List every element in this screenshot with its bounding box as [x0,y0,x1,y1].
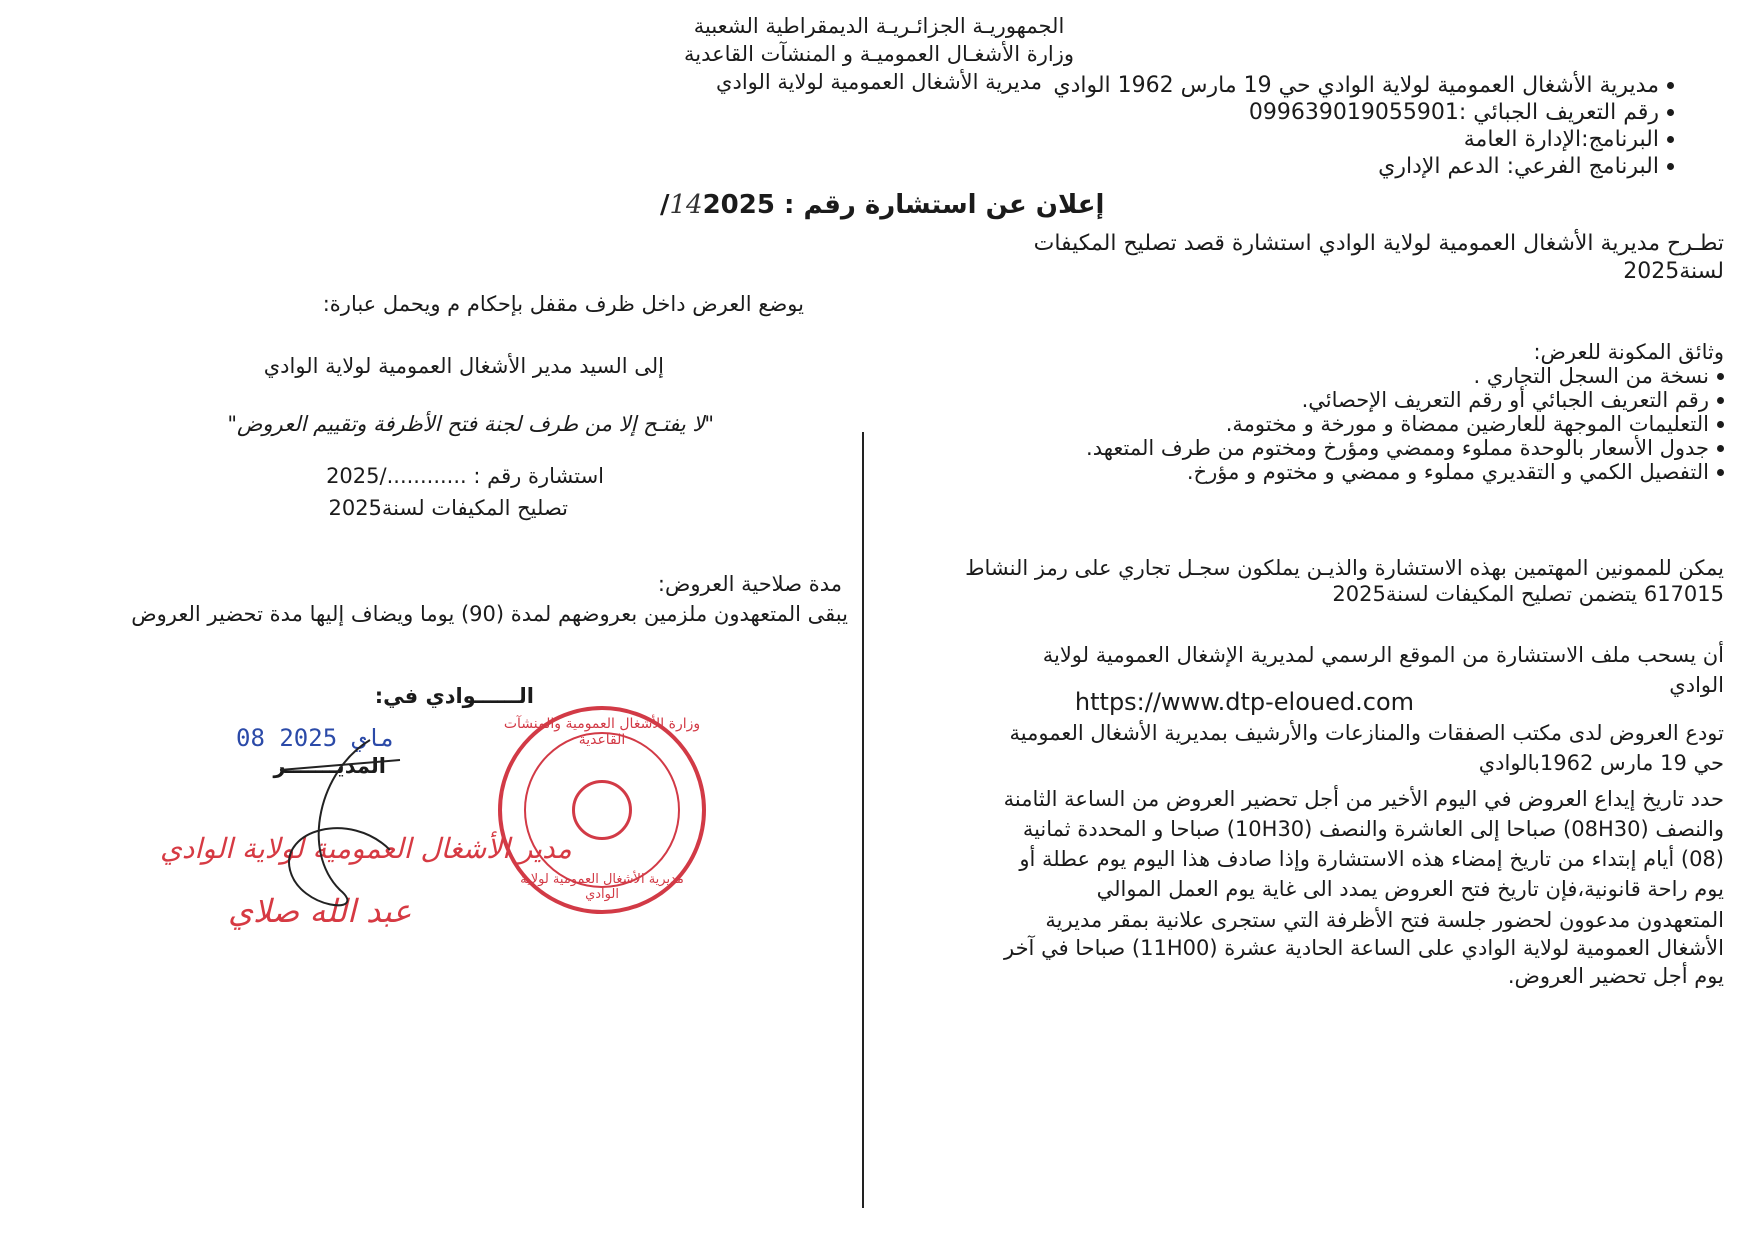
director-role: المديـــــــر [273,754,386,778]
title-year: 2025/ [660,190,775,220]
envelope-instructions: يوضع العرض داخل ظرف مقفل بإحكام م ويحمل عبارة: [322,292,804,316]
announcement-title [660,190,1104,220]
info-subprogram: البرنامج الفرعي: الدعم الإداري [674,153,1674,180]
handwritten-signature [260,730,420,920]
bullet-icon [1667,163,1674,170]
list-item: التعليمات الموجهة للعارضين ممضاة و مورخة و مختومة. [964,412,1724,436]
envelope-addressee: إلى السيد مدير الأشغال العمومية لولاية الوادي [263,354,664,378]
official-seal: وزارة الأشغال العمومية والمنشآت القاعدية مديرية الأشغال العمومية لولاية الوادي [498,706,706,914]
suppliers-paragraph: يمكن للممونين المهتمين بهذه الاستشارة والذيـن يملكون سجـل تجاري على رمز النشاط 617015 يتضمن تصليح المكيفات لسنة2025 [965,556,1724,606]
documents-heading: وثائق المكونة للعرض: [1533,340,1724,364]
bullet-icon [1717,397,1724,404]
website-link[interactable]: https://www.dtp-eloued.com [1074,688,1414,716]
title-handwritten-number: 14 [669,190,703,220]
bullet-icon [1717,469,1724,476]
directorate-name: مديرية الأشغال العمومية لولاية الوادي [716,70,1042,94]
bullet-icon [1667,82,1674,89]
list-item: جدول الأسعار بالوحدة مملوء وممضي ومؤرخ ومختوم من طرف المتعهد. [964,436,1724,460]
ministry-name: وزارة الأشغـال العموميـة و المنشآت القاعدية [684,42,1074,66]
signature-place: الــــــوادي في: [374,684,534,708]
bullet-icon [1717,421,1724,428]
bullet-icon [1667,136,1674,143]
crescent-icon [572,780,632,840]
column-divider [862,432,864,1208]
documents-list [964,340,1724,484]
intro-paragraph: تطـرح مديرية الأشغال العمومية لولاية الوادي استشارة قصد تصليح المكيفات لسنة2025 [1033,231,1724,284]
consultation-number: استشارة رقم : ............/2025 [326,464,604,488]
date-stamp: 08 ماي 2025 [236,724,395,752]
validity-heading: مدة صلاحية العروض: [657,572,842,596]
signature-name: عبد الله صلاي [228,892,412,930]
list-item: نسخة من السجل التجاري . [964,364,1724,388]
deposit-paragraph: تودع العروض لدى مكتب الصفقات والمنازعات والأرشيف بمديرية الأشغال العمومية حي 19 مارس 1962بالوادي [1009,721,1724,775]
signature-title: مدير الأشغال العمومية لولاية الوادي [160,832,572,865]
info-address: مديرية الأشغال العمومية لولاية الوادي حي 19 مارس 1962 الوادي [674,72,1674,99]
bullet-icon [1717,445,1724,452]
bullet-icon [1667,109,1674,116]
consultation-subject: تصليح المكيفات لسنة2025 [328,496,568,520]
list-item: رقم التعريف الجبائي أو رقم التعريف الإحصائي. [964,388,1724,412]
list-item: التفصيل الكمي و التقديري مملوء و ممضي و مختوم و مؤرخ. [964,460,1724,484]
info-program: البرنامج:الإدارة العامة [674,126,1674,153]
withdraw-paragraph: أن يسحب ملف الاستشارة من الموقع الرسمي لمديرية الإشغال العمومية لولاية الوادي [1042,643,1724,697]
info-tax-id: رقم التعريف الجبائي :099639019055901 [674,99,1674,126]
bullet-icon [1717,373,1724,380]
validity-text: يبقى المتعهدون ملزمين بعروضهم لمدة (90) يوما ويضاف إليها مدة تحضير العروض [131,602,848,626]
opening-paragraph: المتعهدون مدعوون لحضور جلسة فتح الأظرفة التي ستجرى علانية بمقر مديرية الأشغال العمومية لولاية الوادي على الساعة الحادية عشرة (11H00) صباحا في آخر يوم أجل تحضير العروض. [1003,908,1724,988]
deadline-paragraph: حدد تاريخ إيداع العروض في اليوم الأخير من أجل تحضير العروض من الساعة الثامنة والنصف (08H30) صباحا إلى العاشرة والنصف (10H30) صباحا و المحددة ثمانية (08) أيام إبتداء من تاريخ إمضاء هذه الاستشارة وإذا صادف هذا اليوم يوم عطلة أو يوم راحة قانونية،فإن تاريخ فتح العروض يمدد الى غاية يوم العمل الموالي [1003,787,1724,901]
envelope-notice: "لا يفتـح إلا من طرف لجنة فتح الأظرفة وتقييم العروض" [227,412,714,436]
agency-info [674,72,1674,180]
republic-name: الجمهوريـة الجزائـريـة الديمقراطية الشعبية [693,14,1065,38]
title-label: إعلان عن استشارة رقم : [784,190,1105,220]
activity-code: 617015 [1643,582,1724,606]
